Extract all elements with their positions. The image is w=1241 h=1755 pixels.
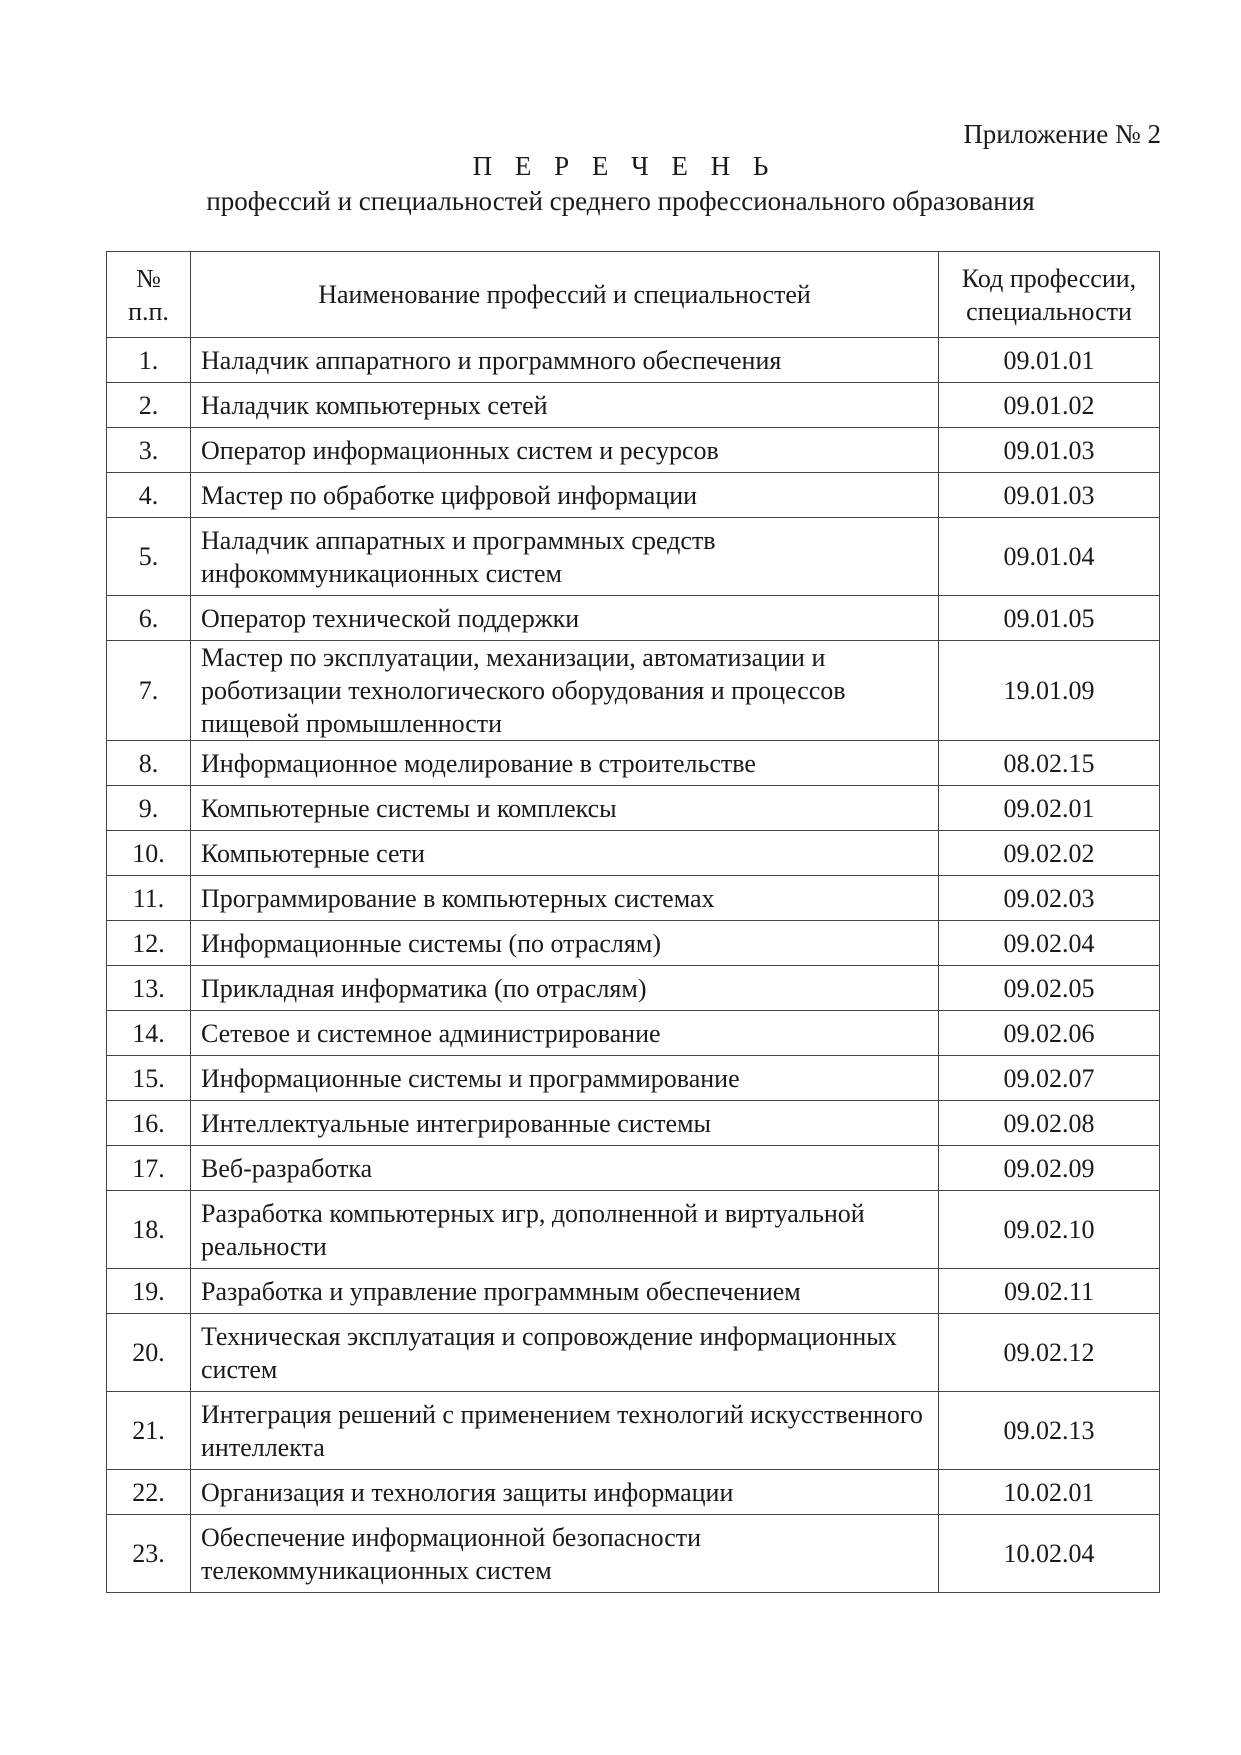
table-row xyxy=(107,786,1160,831)
row-number: 15. xyxy=(107,1056,191,1101)
row-code: 09.01.05 xyxy=(939,596,1160,641)
row-code: 09.01.03 xyxy=(939,473,1160,518)
row-number: 9. xyxy=(107,786,191,831)
row-name: Оператор технической поддержки xyxy=(191,596,939,641)
row-name: Наладчик компьютерных сетей xyxy=(191,383,939,428)
table-row xyxy=(107,741,1160,786)
row-code: 09.02.09 xyxy=(939,1146,1160,1191)
row-number: 19. xyxy=(107,1269,191,1314)
table-row xyxy=(107,1269,1160,1314)
row-number: 7. xyxy=(107,641,191,741)
row-code: 09.01.03 xyxy=(939,428,1160,473)
row-code: 09.02.07 xyxy=(939,1056,1160,1101)
table-row xyxy=(107,1146,1160,1191)
table-row xyxy=(107,1191,1160,1269)
row-name: Оператор информационных систем и ресурсов xyxy=(191,428,939,473)
row-number: 2. xyxy=(107,383,191,428)
row-name: Прикладная информатика (по отраслям) xyxy=(191,966,939,1011)
row-name: Организация и технология защиты информации xyxy=(191,1470,939,1515)
row-number: 21. xyxy=(107,1392,191,1470)
row-number: 20. xyxy=(107,1314,191,1392)
row-number: 22. xyxy=(107,1470,191,1515)
header-name: Наименование профессий и специальностей xyxy=(191,252,939,338)
row-number: 16. xyxy=(107,1101,191,1146)
row-code: 10.02.04 xyxy=(939,1515,1160,1593)
row-name: Компьютерные системы и комплексы xyxy=(191,786,939,831)
row-number: 10. xyxy=(107,831,191,876)
row-number: 11. xyxy=(107,876,191,921)
row-number: 18. xyxy=(107,1191,191,1269)
row-number: 5. xyxy=(107,518,191,596)
row-number: 4. xyxy=(107,473,191,518)
row-code: 09.02.10 xyxy=(939,1191,1160,1269)
table-row xyxy=(107,383,1160,428)
table-row xyxy=(107,596,1160,641)
row-name: Наладчик аппаратного и программного обеспечения xyxy=(191,338,939,383)
document-title: П Е Р Е Ч Е Н Ь xyxy=(472,151,777,181)
row-number: 8. xyxy=(107,741,191,786)
table-row xyxy=(107,831,1160,876)
professions-table xyxy=(106,251,1160,1593)
header-row xyxy=(107,252,1160,338)
table-row xyxy=(107,428,1160,473)
row-name: Информационное моделирование в строительстве xyxy=(191,741,939,786)
row-code: 09.02.12 xyxy=(939,1314,1160,1392)
row-number: 23. xyxy=(107,1515,191,1593)
table-row xyxy=(107,966,1160,1011)
row-number: 13. xyxy=(107,966,191,1011)
row-number: 6. xyxy=(107,596,191,641)
row-code: 09.01.04 xyxy=(939,518,1160,596)
table-row xyxy=(107,876,1160,921)
table-body xyxy=(107,338,1160,1593)
row-name: Техническая эксплуатация и сопровождение информационных систем xyxy=(191,1314,939,1392)
table-row xyxy=(107,1392,1160,1470)
row-code: 09.02.04 xyxy=(939,921,1160,966)
row-code: 09.02.11 xyxy=(939,1269,1160,1314)
row-number: 12. xyxy=(107,921,191,966)
row-code: 09.02.02 xyxy=(939,831,1160,876)
row-code: 08.02.15 xyxy=(939,741,1160,786)
row-code: 09.02.08 xyxy=(939,1101,1160,1146)
row-code: 09.01.01 xyxy=(939,338,1160,383)
row-name: Интеграция решений с применением технологий искусственного интеллекта xyxy=(191,1392,939,1470)
row-number: 1. xyxy=(107,338,191,383)
row-name: Обеспечение информационной безопасности телекоммуникационных систем xyxy=(191,1515,939,1593)
row-name: Наладчик аппаратных и программных средств инфокоммуникационных систем xyxy=(191,518,939,596)
header-number: № п.п. xyxy=(107,252,191,338)
header-code: Код профессии, специальности xyxy=(939,252,1160,338)
table-row xyxy=(107,1101,1160,1146)
document-subtitle: профессий и специальностей среднего профессионального образования xyxy=(206,186,1035,216)
row-name: Веб-разработка xyxy=(191,1146,939,1191)
table-header xyxy=(107,252,1160,338)
row-code: 10.02.01 xyxy=(939,1470,1160,1515)
table-row xyxy=(107,641,1160,741)
row-code: 09.02.05 xyxy=(939,966,1160,1011)
table-row xyxy=(107,1515,1160,1593)
row-number: 17. xyxy=(107,1146,191,1191)
table-row xyxy=(107,1011,1160,1056)
row-code: 19.01.09 xyxy=(939,641,1160,741)
table-row xyxy=(107,1470,1160,1515)
row-name: Интеллектуальные интегрированные системы xyxy=(191,1101,939,1146)
row-name: Мастер по обработке цифровой информации xyxy=(191,473,939,518)
row-number: 14. xyxy=(107,1011,191,1056)
table-row xyxy=(107,338,1160,383)
table-row xyxy=(107,921,1160,966)
table-row xyxy=(107,518,1160,596)
table-row xyxy=(107,473,1160,518)
row-name: Информационные системы и программирование xyxy=(191,1056,939,1101)
row-code: 09.02.01 xyxy=(939,786,1160,831)
appendix-label: Приложение № 2 xyxy=(963,119,1161,149)
row-code: 09.01.02 xyxy=(939,383,1160,428)
row-number: 3. xyxy=(107,428,191,473)
row-name: Информационные системы (по отраслям) xyxy=(191,921,939,966)
row-name: Разработка компьютерных игр, дополненной и виртуальной реальности xyxy=(191,1191,939,1269)
row-name: Программирование в компьютерных системах xyxy=(191,876,939,921)
row-code: 09.02.06 xyxy=(939,1011,1160,1056)
row-code: 09.02.13 xyxy=(939,1392,1160,1470)
row-name: Компьютерные сети xyxy=(191,831,939,876)
table-row xyxy=(107,1056,1160,1101)
row-name: Разработка и управление программным обеспечением xyxy=(191,1269,939,1314)
row-name: Сетевое и системное администрирование xyxy=(191,1011,939,1056)
table-row xyxy=(107,1314,1160,1392)
row-code: 09.02.03 xyxy=(939,876,1160,921)
row-name: Мастер по эксплуатации, механизации, автоматизации и роботизации технологического оборудования и процессов пищевой промышленности xyxy=(191,641,939,741)
